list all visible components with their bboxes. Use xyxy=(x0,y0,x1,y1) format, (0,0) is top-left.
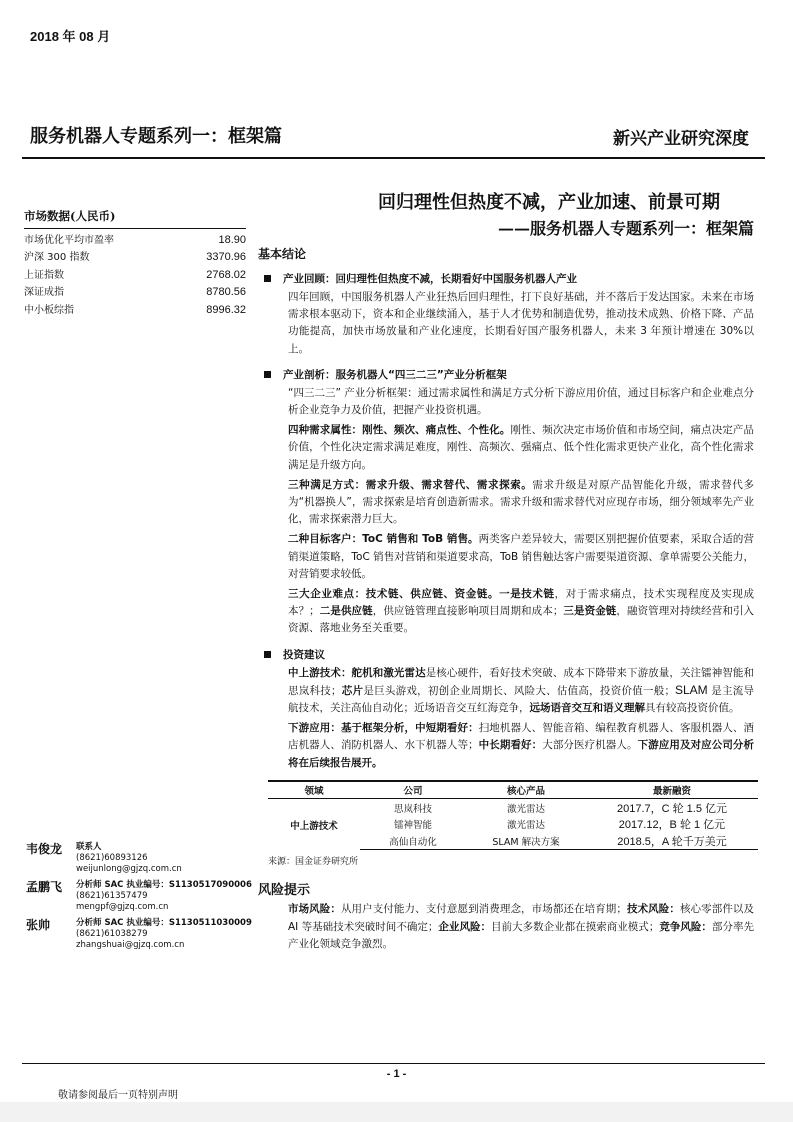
market-label: 上证指数 xyxy=(24,269,64,281)
analyst-role: 分析师 SAC 执业编号：S1130511030009 xyxy=(76,918,252,928)
para-text: 大部分医疗机器人。 xyxy=(542,739,638,752)
footer-band xyxy=(0,1102,793,1122)
para-text: 是核心硬件，看好技术突破、成本下降带来下游放量，关注镭神智能和思岚科技； xyxy=(288,666,755,697)
market-row xyxy=(24,302,246,319)
para-lead: 中长期看好： xyxy=(478,739,543,752)
report-series-title: 服务机器人专题系列一：框架篇 xyxy=(30,126,282,147)
financing-table xyxy=(268,780,758,851)
para-lead: 下游应用及对应公司分析将在后续报告展开。 xyxy=(288,739,755,769)
market-value: 3370.96 xyxy=(206,251,246,264)
analyst-phone: (8621)61038279 xyxy=(76,929,148,940)
paragraph xyxy=(288,422,754,474)
market-label: 沪深 300 指数 xyxy=(24,252,90,264)
para-text: 是巨头游戏，初创企业周期长、风险大、估值高，投资价值一般； xyxy=(363,684,675,697)
para-lead: 三种满足方式：需求升级、需求替代、需求探索。 xyxy=(288,478,533,491)
bullet-heading: 投资建议 xyxy=(283,648,325,661)
table-cell: SLAM 解决方案 xyxy=(466,833,586,850)
market-row xyxy=(24,232,246,249)
analyst-email[interactable]: mengpf@gjzq.com.cn xyxy=(76,902,169,913)
market-value: 8996.32 xyxy=(206,303,246,316)
table-cell: 2017.7，C 轮 1.5 亿元 xyxy=(616,802,728,815)
market-label: 市场优化平均市盈率 xyxy=(24,235,114,246)
disclaimer-note: 敬请参阅最后一页特别声明 xyxy=(58,1090,178,1101)
analyst-role: 联系人 xyxy=(76,842,102,852)
para-lead: 三是资金链 xyxy=(563,605,617,618)
paragraph xyxy=(288,586,754,638)
market-value: 2768.02 xyxy=(206,268,246,281)
para-lead: 市场风险： xyxy=(288,903,341,916)
table-cell: 激光雷达 xyxy=(506,820,545,832)
market-data-panel xyxy=(24,208,246,319)
headline: 回归理性但热度不减，产业加速、前景可期 xyxy=(378,192,720,213)
para-text: 刚性、频次决定市场价值和市场空间，痛点决定产品价值，个性化决定需求满足难度，刚性、高频次、强痛点、低个性化需求更快产业化，高个性化需求满足是升级方向。 xyxy=(288,424,754,471)
market-row xyxy=(24,284,246,301)
para-lead: 二是供应链 xyxy=(319,605,373,618)
bullet-square-icon xyxy=(264,651,271,658)
para-lead: 远场语音交互和语义理解 xyxy=(529,702,645,715)
bullet-square-icon xyxy=(264,371,271,378)
market-data-title: 市场数据(人民币) xyxy=(24,209,116,223)
para-lead: 三大企业难点：技术链、供应链、资金链。一是技术链 xyxy=(288,588,555,601)
para-text: ，融资管理对持续经营和引入资源、落地业务至关重要。 xyxy=(288,605,755,635)
para-lead: 下游应用：基于框架分析，中短期看好： xyxy=(288,722,479,735)
subheadline: ——服务机器人专题系列一：框架篇 xyxy=(497,219,754,238)
market-row xyxy=(24,267,246,284)
para-text: 从用户支付能力、支付意愿到消费理念，市场都还在培育期； xyxy=(340,903,627,916)
bullet-heading: 产业回顾：回归理性但热度不减，长期看好中国服务机器人产业 xyxy=(283,273,577,285)
analyst-name: 张帅 xyxy=(26,918,51,932)
market-data-divider xyxy=(24,228,246,229)
analyst-email[interactable]: zhangshuai@gjzq.com.cn xyxy=(76,940,185,951)
table-cell: 高仙自动化 xyxy=(360,833,466,850)
para-text: 目前大多数企业都在摸索商业模式； xyxy=(491,920,660,933)
table-cell: 思岚科技 xyxy=(393,803,432,815)
report-body xyxy=(258,188,758,953)
section-heading-basic: 基本结论 xyxy=(258,247,307,261)
para-text: ，对于需求痛点，技术实现程度及实现成本？； xyxy=(288,588,755,618)
paragraph xyxy=(288,531,754,583)
analyst-name: 孟鹏飞 xyxy=(26,880,63,894)
section-heading-risk: 风险提示 xyxy=(258,883,311,899)
report-category: 新兴产业研究深度 xyxy=(613,129,749,149)
table-source: 来源：国金证券研究所 xyxy=(268,857,359,868)
para-text: 扫地机器人、智能音箱、编程教育机器人、客服机器人、酒店机器人、消防机器人、水下机器人等； xyxy=(288,722,755,752)
analyst-name: 韦俊龙 xyxy=(26,842,63,856)
table-cell: 2018.5，A 轮千万美元 xyxy=(586,833,758,850)
paragraph xyxy=(288,901,754,953)
para-lead: 中上游技术：舵机和激光雷达 xyxy=(288,666,426,679)
market-row xyxy=(24,249,246,266)
paragraph xyxy=(288,477,754,529)
para-lead: 二种目标客户：ToC 销售和 ToB 销售。 xyxy=(288,533,479,546)
para-text: 两类客户差异较大，需要区别把握价值要素，采取合适的营销渠道策略，ToC 销售对营销和渠道要求高，ToB 销售触达客户需要渠道资源、拿单需要公关能力，对营销要求较低。 xyxy=(288,533,755,580)
para-text: 是主流导航技术，关注高仙自动化；近场语音交互红海竞争， xyxy=(288,684,755,715)
table-cell: 2017.12，B 轮 1 亿元 xyxy=(618,819,726,832)
para-text: 需求升级是对原产品智能化升级，需求替代多为“机器换人”，需求探索是培育创造新需求。需求升级和需求替代对应现存市场，细分领域率先产业化，需求探索潜力巨大。 xyxy=(288,478,755,526)
table-header: 领域 xyxy=(268,781,360,799)
bullet-square-icon xyxy=(264,275,271,282)
paragraph xyxy=(288,665,754,718)
report-date: 2018 年 08 月 xyxy=(30,29,111,44)
table-group-cell: 中上游技术 xyxy=(290,820,338,832)
bullet-industry-review xyxy=(258,271,758,286)
paragraph: 四年回顾，中国服务机器人产业狂热后回归理性，打下良好基础，并不落后于发达国家。未来在市场需求根本驱动下，资本和企业继续涌入，基于人才优势和制造优势，推动技术成熟、价格下降、产品功能提高，加快市场放量和产业化速度，长期看好国产服务机器人，未来 3 年预计增速在 30%以上。 xyxy=(288,291,754,355)
paragraph: “四三二三” 产业分析框架：通过需求属性和满足方式分析下游应用价值，通过目标客户和企业难点分析企业竞争力及价值，把握产业投资机遇。 xyxy=(288,386,754,417)
para-lead: 四种需求属性：刚性、频次、痛点性、个性化。 xyxy=(288,424,511,437)
market-label: 深证成指 xyxy=(24,287,64,299)
header-divider xyxy=(22,157,765,159)
para-text: 核心零部件以及 AI 等基础技术突破时间不确定； xyxy=(288,903,755,933)
para-lead: 竞争风险： xyxy=(659,920,712,933)
para-lead: 企业风险： xyxy=(438,920,492,933)
table-header: 公司 xyxy=(360,781,466,799)
table-header: 最新融资 xyxy=(586,781,758,799)
footer-divider xyxy=(22,1063,765,1064)
page-number: - 1 - xyxy=(386,1068,407,1080)
analyst-email[interactable]: weijunlong@gjzq.com.cn xyxy=(76,864,182,875)
market-value: 18.90 xyxy=(218,234,246,246)
para-lead: 芯片 xyxy=(341,684,364,697)
para-lead: 技术风险： xyxy=(626,903,680,916)
para-text: SLAM xyxy=(674,682,708,697)
table-header: 核心产品 xyxy=(466,781,586,799)
table-header-row xyxy=(268,781,758,799)
para-text: 具有较高投资价值。 xyxy=(645,702,740,715)
bullet-heading: 产业剖析：服务机器人“四三二三”产业分析框架 xyxy=(283,368,507,381)
table-row xyxy=(268,799,758,816)
analyst-role: 分析师 SAC 执业编号：S1130517090006 xyxy=(76,880,252,890)
para-text: ，供应链管理直接影响项目周期和成本； xyxy=(372,605,564,618)
analyst-phone: (8621)61357479 xyxy=(76,891,148,902)
market-label: 中小板综指 xyxy=(24,304,74,316)
table-cell: 镭神智能 xyxy=(393,820,432,832)
bullet-investment xyxy=(258,647,758,662)
market-value: 8780.56 xyxy=(206,286,246,299)
analyst-phone: (8621)60893126 xyxy=(76,853,148,864)
table-cell: 激光雷达 xyxy=(506,803,545,815)
para-text: 部分率先产业化领域竞争激烈。 xyxy=(288,920,755,950)
paragraph xyxy=(288,720,754,772)
bullet-industry-analysis xyxy=(258,367,758,382)
